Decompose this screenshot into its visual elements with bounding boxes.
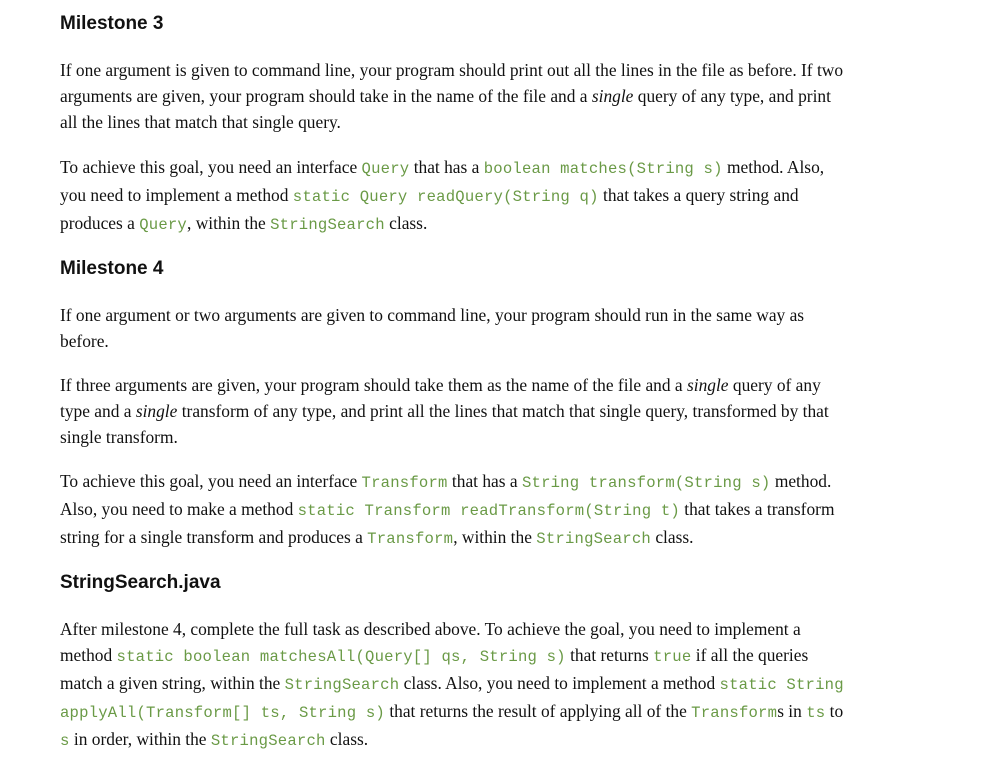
text-run: method. Also, you need to implement a method <box>60 157 825 205</box>
text-run: that returns the result of applying all of the <box>384 701 692 721</box>
code-stringsearch-class: StringSearch <box>210 732 326 750</box>
milestone-3-paragraph-2 <box>60 154 850 238</box>
text-run: If three arguments are given, your program should take them as the name of the file and a <box>60 375 687 395</box>
text-run: transform of any type, and print all the lines that match that single query, transformed by that single transform. <box>60 401 829 447</box>
text-run: s in <box>777 701 807 721</box>
code-readquery-method: static Query readQuery(String q) <box>292 188 599 206</box>
milestone-4-paragraph-1 <box>60 302 850 354</box>
code-matchesall-method: static boolean matchesAll(Query[] qs, String s) <box>116 648 566 666</box>
text-run: that has a <box>447 471 522 491</box>
code-stringsearch-class: StringSearch <box>270 216 385 234</box>
milestone-3-heading: Milestone 3 <box>60 13 164 34</box>
text-run: To achieve this goal, you need an interface <box>60 157 362 177</box>
code-matches-method: boolean matches(String s) <box>483 160 723 178</box>
code-ts-variable: ts <box>806 704 826 722</box>
emphasis-single: single <box>591 86 634 106</box>
milestone-4-paragraph-2 <box>60 372 850 450</box>
text-run: to <box>825 701 844 721</box>
milestone-4-paragraph-3 <box>60 468 850 552</box>
code-true-literal: true <box>653 648 692 666</box>
text-run: that has a <box>409 157 484 177</box>
text-run: class. <box>384 213 428 233</box>
text-run: , within the <box>187 213 271 233</box>
emphasis-single: single <box>135 401 178 421</box>
text-run: if all the queries match a given string, within the <box>60 645 809 693</box>
text-run: , within the <box>453 527 537 547</box>
code-query-type: Query <box>139 216 187 234</box>
code-applyall-method: static String applyAll(Transform[] ts, String s) <box>60 676 844 722</box>
text-run: that takes a transform string for a single transform and produces a <box>60 499 835 547</box>
milestone-3-paragraph-1 <box>60 57 850 135</box>
stringsearch-heading: StringSearch.java <box>60 572 221 593</box>
text-run: If one argument is given to command line, your program should print out all the lines in the file as before. If two arguments are given, your program should take in the name of the file and a <box>60 60 844 106</box>
text-run: that returns <box>565 645 654 665</box>
text-run: in order, within the <box>69 729 211 749</box>
document-page <box>60 0 850 754</box>
code-transform-type: Transform <box>691 704 778 722</box>
code-stringsearch-class: StringSearch <box>536 530 651 548</box>
text-run: If one argument or two arguments are given to command line, your program should run in the same way as before. <box>60 305 805 351</box>
emphasis-single: single <box>686 375 729 395</box>
text-run: class. <box>325 729 369 749</box>
text-run: To achieve this goal, you need an interface <box>60 471 362 491</box>
text-run: method. Also, you need to make a method <box>60 471 832 519</box>
code-s-variable: s <box>60 732 70 750</box>
text-run: that takes a query string and produces a <box>60 185 799 233</box>
code-query-interface: Query <box>361 160 410 178</box>
code-readtransform-method: static Transform readTransform(String t) <box>297 502 680 520</box>
code-transform-interface: Transform <box>361 474 448 492</box>
code-transform-type: Transform <box>367 530 454 548</box>
text-run: query of any type and a <box>60 375 821 421</box>
milestone-4-heading: Milestone 4 <box>60 258 164 279</box>
text-run: After milestone 4, complete the full task as described above. To achieve the goal, you need to implement a method <box>60 619 801 665</box>
code-transform-method: String transform(String s) <box>521 474 771 492</box>
code-stringsearch-class: StringSearch <box>284 676 400 694</box>
text-run: class. <box>650 527 694 547</box>
text-run: query of any type, and print all the lines that match that single query. <box>60 86 831 132</box>
stringsearch-paragraph <box>60 616 850 754</box>
text-run: class. Also, you need to implement a method <box>399 673 720 693</box>
